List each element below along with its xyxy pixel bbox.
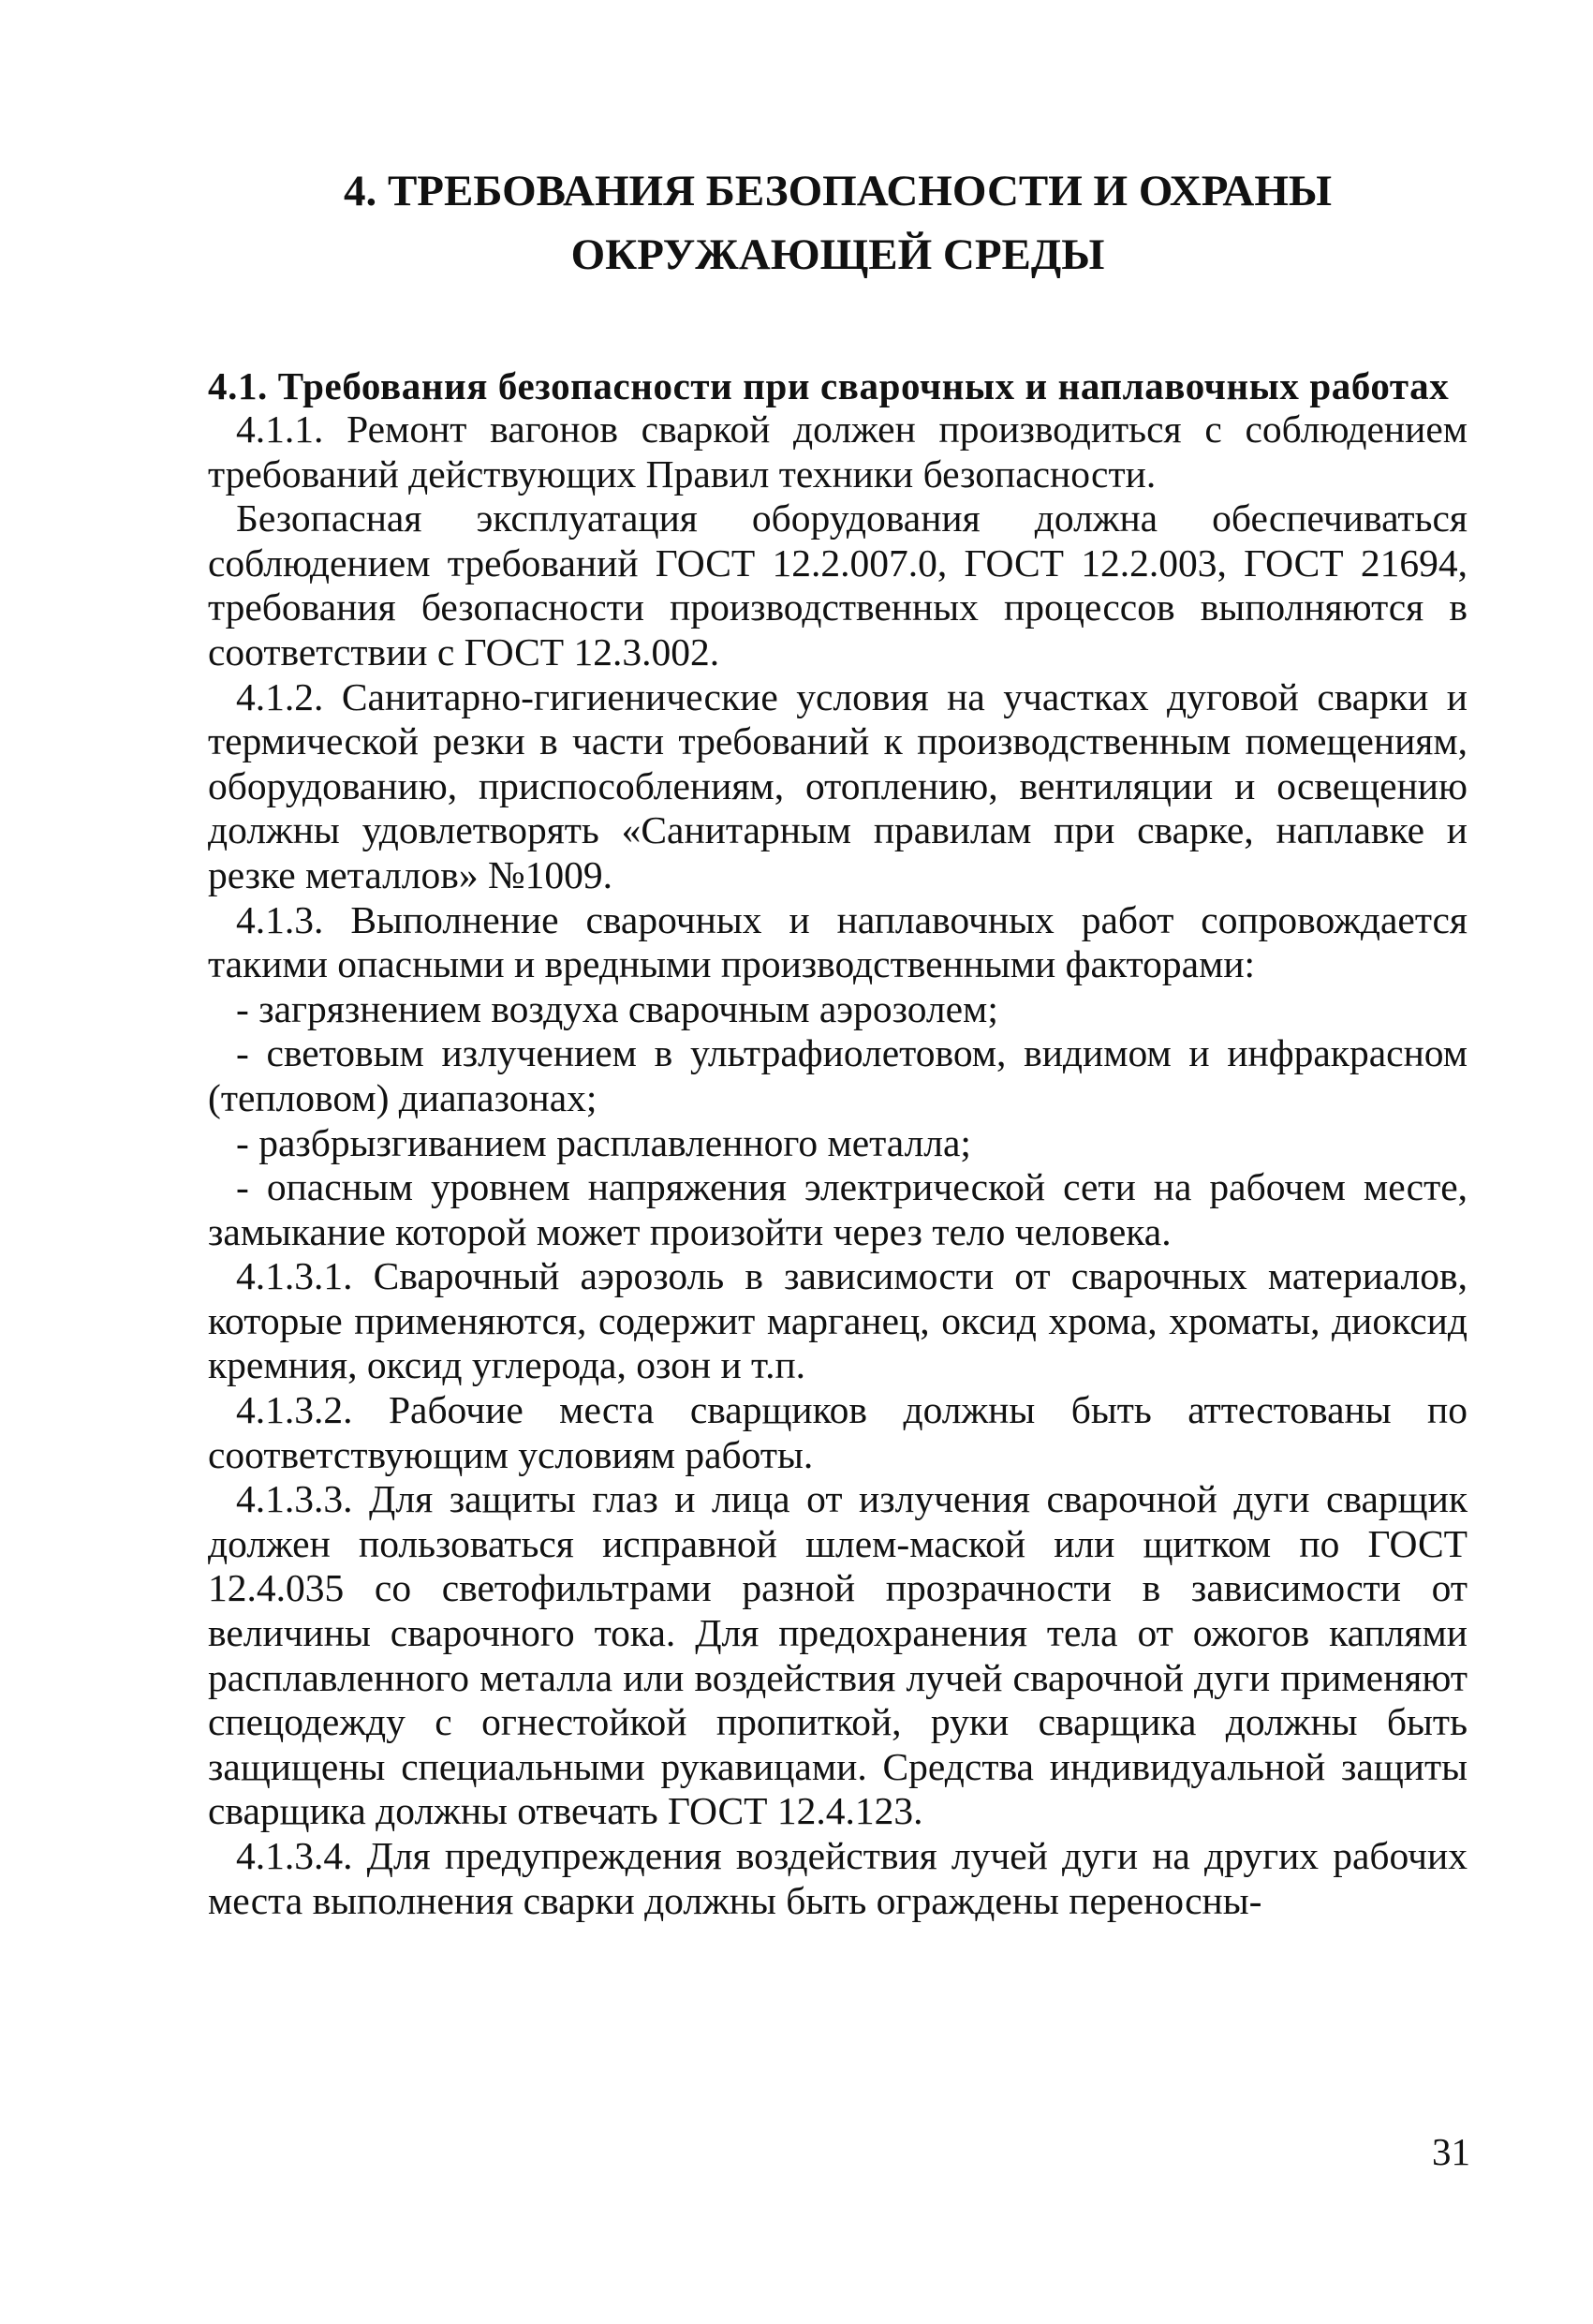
list-item-light-radiation: - световым излучением в ультрафиолетовом, видимом и инфракрасном (тепловом) диапазонах; — [208, 1031, 1468, 1119]
page-number: 31 — [1432, 2130, 1470, 2173]
chapter-title-line-1: 4. ТРЕБОВАНИЯ БЕЗОПАСНОСТИ И ОХРАНЫ — [343, 167, 1333, 215]
body-text — [208, 407, 1468, 1923]
list-item-air-pollution: - загрязнением воздуха сварочным аэрозолем; — [236, 986, 998, 1030]
chapter-title — [208, 159, 1468, 287]
paragraph-4-1-3-4: 4.1.3.4. Для предупреждения воздействия лучей дуги на других рабочих места выполнения сварки должны быть ограждены переносны- — [208, 1834, 1468, 1922]
paragraph-4-1-1: 4.1.1. Ремонт вагонов сваркой должен производиться с соблюдением требований действующих Правил техники безопасности. — [208, 407, 1468, 496]
paragraph-4-1-3-2: 4.1.3.2. Рабочие места сварщиков должны быть аттестованы по соответствующим условиям работы. — [208, 1388, 1468, 1476]
list-item-metal-spatter: - разбрызгиванием расплавленного металла; — [236, 1120, 971, 1164]
document-page — [208, 159, 1468, 1923]
paragraph-equipment-safety: Безопасная эксплуатация оборудования должна обеспечиваться соблюдением требований ГОСТ 12.2.007.0, ГОСТ 12.2.003, ГОСТ 21694, требования безопасности производственных процессов выполняются в соответствии с ГОСТ 12.3.002. — [208, 496, 1468, 674]
paragraph-4-1-3: 4.1.3. Выполнение сварочных и наплавочных работ сопровождается такими опасными и вредными производственными факторами: — [208, 897, 1468, 986]
section-heading-4-1: 4.1. Требования безопасности при сварочных и наплавочных работах — [208, 364, 1450, 407]
paragraph-4-1-3-3: 4.1.3.3. Для защиты глаз и лица от излучения сварочной дуги сварщик должен пользоваться исправной шлем-маской или щитком по ГОСТ 12.4.035 со светофильтрами разной прозрачности в зависимости от величины сварочного тока. Для предохранения тела от ожогов каплями расплавленного металла или воздействия лучей сварочной дуги применяют спецодежду с огнестойкой пропиткой, руки сварщика должны быть защищены специальными рукавицами. Средства индивидуальной защиты сварщика должны отвечать ГОСТ 12.4.123. — [208, 1477, 1468, 1833]
paragraph-4-1-2: 4.1.2. Санитарно-гигиенические условия на участках дуговой сварки и термической резки в части требований к производственным помещениям, оборудованию, приспособлениям, отоплению, вентиляции и освещению должны удовлетворять «Санитарным правилам при сварке, наплавке и резке металлов» №1009. — [208, 674, 1468, 896]
list-item-voltage-hazard: - опасным уровнем напряжения электрической сети на рабочем месте, замыкание которой может произойти через тело человека. — [208, 1165, 1468, 1253]
paragraph-4-1-3-1: 4.1.3.1. Сварочный аэрозоль в зависимости от сварочных материалов, которые применяются, содержит марганец, оксид хрома, хроматы, диоксид кремния, оксид углерода, озон и т.п. — [208, 1254, 1468, 1387]
chapter-title-line-2: ОКРУЖАЮЩЕЙ СРЕДЫ — [570, 230, 1105, 279]
